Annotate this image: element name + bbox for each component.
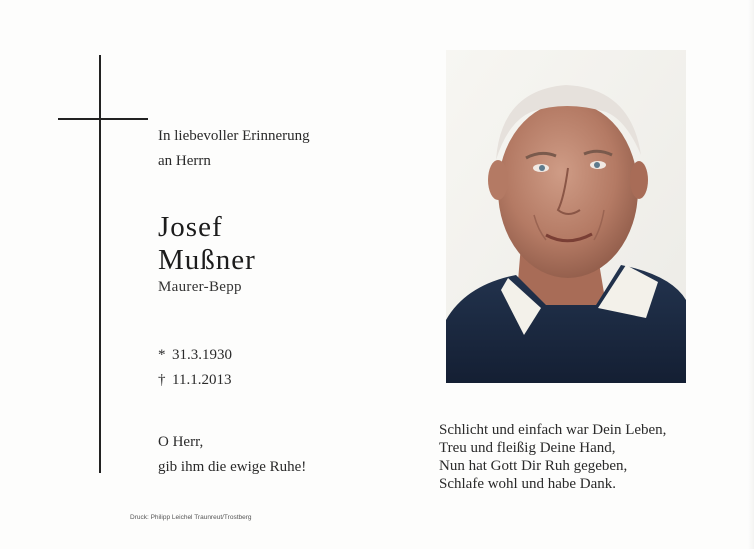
poem-line-1: Schlicht und einfach war Dein Leben,	[439, 422, 667, 438]
prayer-line-2: gib ihm die ewige Ruhe!	[158, 459, 307, 475]
prayer-text	[158, 430, 306, 480]
poem-line-3: Nun hat Gott Dir Ruh gegeben,	[439, 458, 628, 474]
life-dates	[158, 343, 232, 393]
death-date: 11.1.2013	[172, 372, 232, 388]
printer-credit: Druck: Philipp Leichel Traunreut/Trostberg	[130, 514, 252, 521]
death-date-row	[158, 368, 232, 393]
poem-line-2: Treu und fleißig Deine Hand,	[439, 440, 616, 456]
birth-date: 31.3.1930	[172, 347, 232, 363]
death-cross-icon: †	[158, 372, 166, 388]
intro-text	[158, 124, 310, 174]
birth-symbol-icon: *	[158, 347, 166, 363]
portrait-photo	[446, 50, 686, 383]
prayer-line-1: O Herr,	[158, 434, 204, 450]
intro-line-2: an Herrn	[158, 153, 211, 169]
birth-date-row	[158, 343, 232, 368]
poem-line-4: Schlafe wohl und habe Dank.	[439, 476, 617, 492]
first-name: Josef	[158, 211, 223, 243]
last-name: Mußner	[158, 244, 256, 276]
nickname: Maurer-Bepp	[158, 279, 242, 295]
poem	[439, 421, 666, 493]
intro-line-1: In liebevoller Erinnerung	[158, 128, 310, 144]
cross-horizontal-bar	[58, 118, 148, 120]
